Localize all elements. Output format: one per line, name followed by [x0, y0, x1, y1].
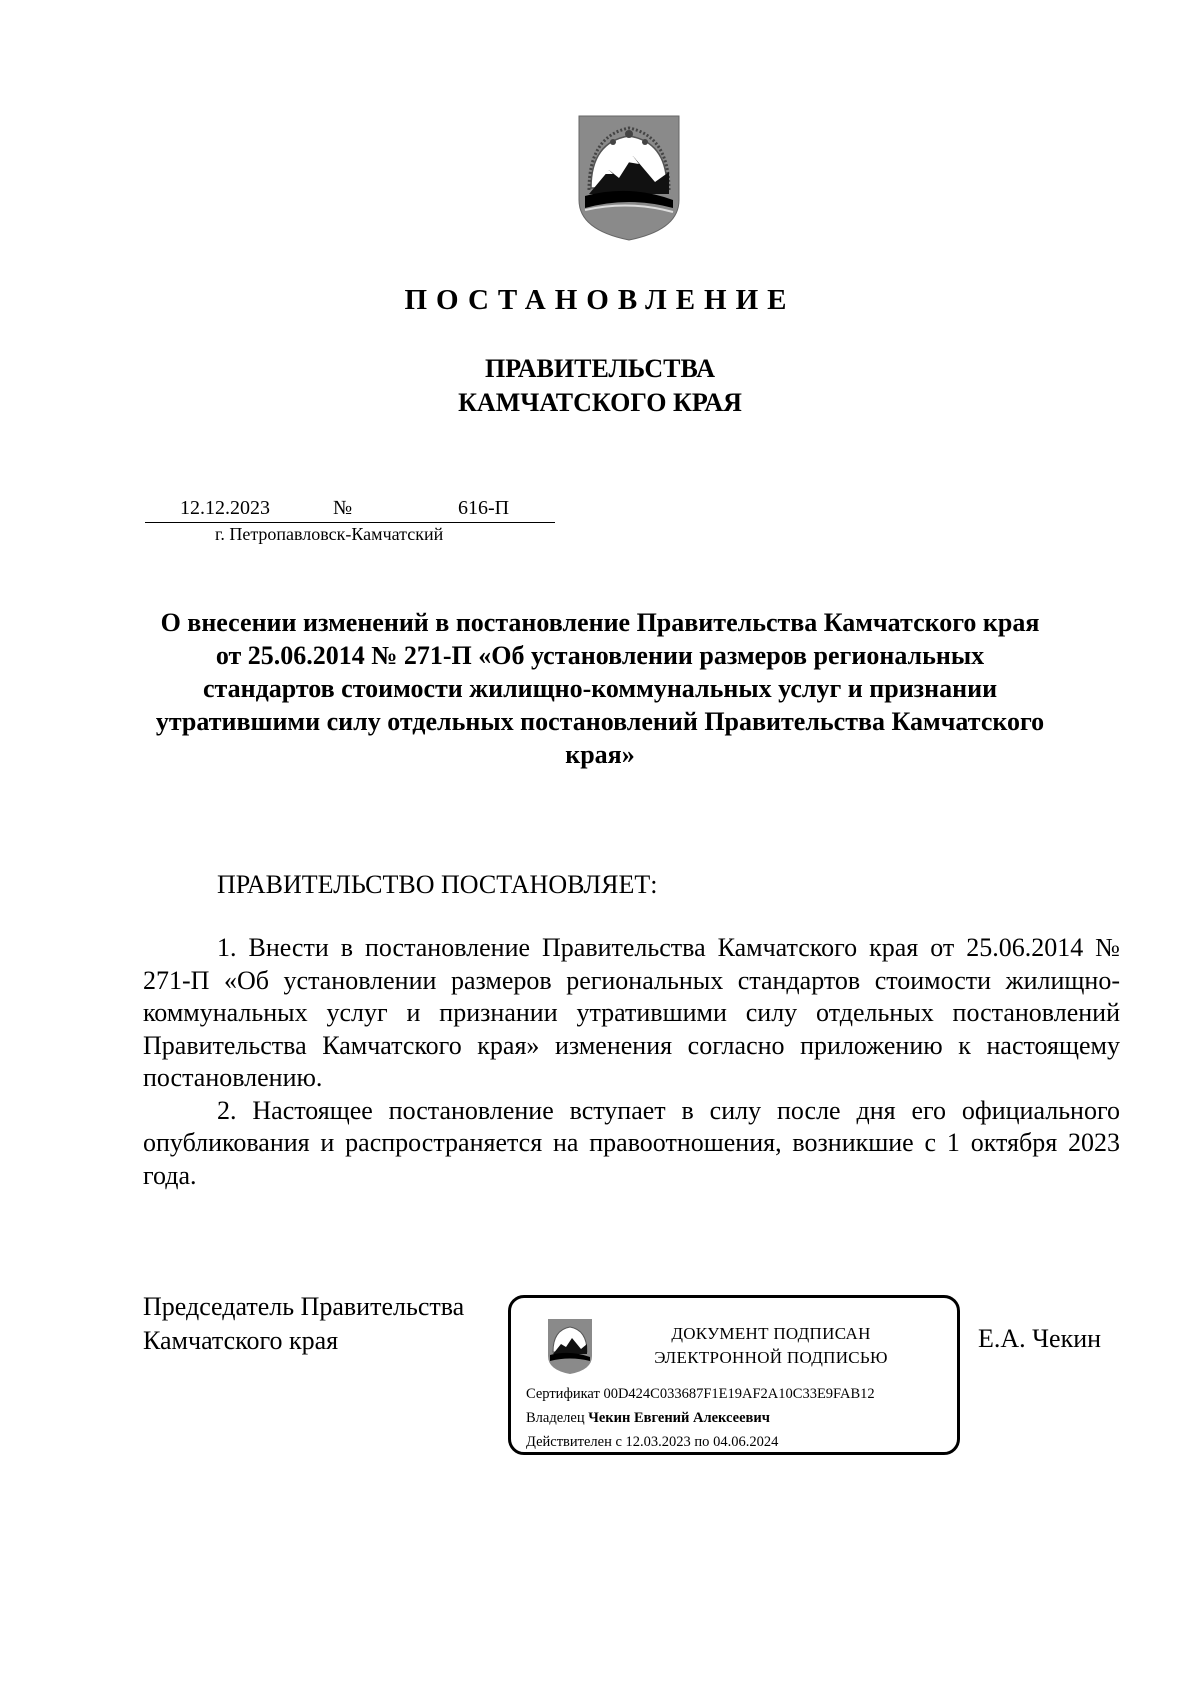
electronic-signature-stamp: [508, 1295, 960, 1455]
resolution-heading: ПРАВИТЕЛЬСТВО ПОСТАНОВЛЯЕТ:: [217, 870, 658, 899]
owner-label: Владелец: [526, 1410, 585, 1426]
valid-to: 04.06.2024: [713, 1434, 779, 1450]
signer-title-line: Председатель Правительства: [143, 1292, 465, 1321]
valid-label: Действителен с: [526, 1434, 622, 1450]
owner-row: [526, 1410, 770, 1427]
place-of-issue: г. Петропавловск-Камчатский: [215, 524, 444, 544]
issuer-name: [0, 352, 1200, 420]
body-paragraph: 2. Настоящее постановление вступает в силу после дня его официального опубликования и распространяется на правоотношения, возникшие с 1 октября 2023 года.: [143, 1095, 1120, 1190]
valid-to-label: по: [694, 1434, 710, 1450]
certificate-value: 00D424C033687F1E19AF2A10C33E9FAB12: [603, 1386, 875, 1402]
stamp-heading: [621, 1322, 921, 1370]
issuer-line: ПРАВИТЕЛЬСТВА: [485, 354, 715, 383]
document-date: 12.12.2023: [180, 497, 270, 519]
issuer-line: КАМЧАТСКОГО КРАЯ: [458, 388, 742, 417]
document-body: [143, 932, 1120, 1192]
certificate-label: Сертификат: [526, 1386, 600, 1402]
validity-row: [526, 1434, 778, 1451]
stamp-heading-line: ДОКУМЕНТ ПОДПИСАН: [671, 1324, 871, 1343]
document-subject: О внесении изменений в постановление Правительства Камчатского края от 25.06.2014 № 271-П «Об установлении размеров региональных стандартов стоимости жилищно-коммунальных услуг и признании утратившими силу отдельных постановлений Правительства Камчатского края»: [155, 608, 1045, 769]
stamp-heading-line: ЭЛЕКТРОННОЙ ПОДПИСЬЮ: [654, 1348, 888, 1367]
signer-name: Е.А. Чекин: [978, 1324, 1102, 1353]
document-type-title: ПОСТАНОВЛЕНИЕ: [404, 284, 796, 316]
coat-of-arms-icon: [575, 112, 683, 242]
certificate-row: [526, 1386, 875, 1403]
document-number: 616-П: [458, 497, 510, 519]
signer-title: [143, 1290, 464, 1358]
owner-value: Чекин Евгений Алексеевич: [588, 1410, 770, 1426]
body-paragraph: 1. Внести в постановление Правительства Камчатского края от 25.06.2014 № 271-П «Об установлении размеров региональных стандартов стоимости жилищно-коммунальных услуг и признании утратившими силу отдельных постановлений Правительства Камчатского края» изменения согласно приложению к настоящему постановлению.: [143, 933, 1120, 1092]
registration-line: [145, 492, 555, 523]
signer-title-line: Камчатского края: [143, 1326, 339, 1355]
coat-of-arms-icon: [545, 1316, 595, 1376]
valid-from: 12.03.2023: [625, 1434, 691, 1450]
number-sign: №: [333, 497, 353, 519]
